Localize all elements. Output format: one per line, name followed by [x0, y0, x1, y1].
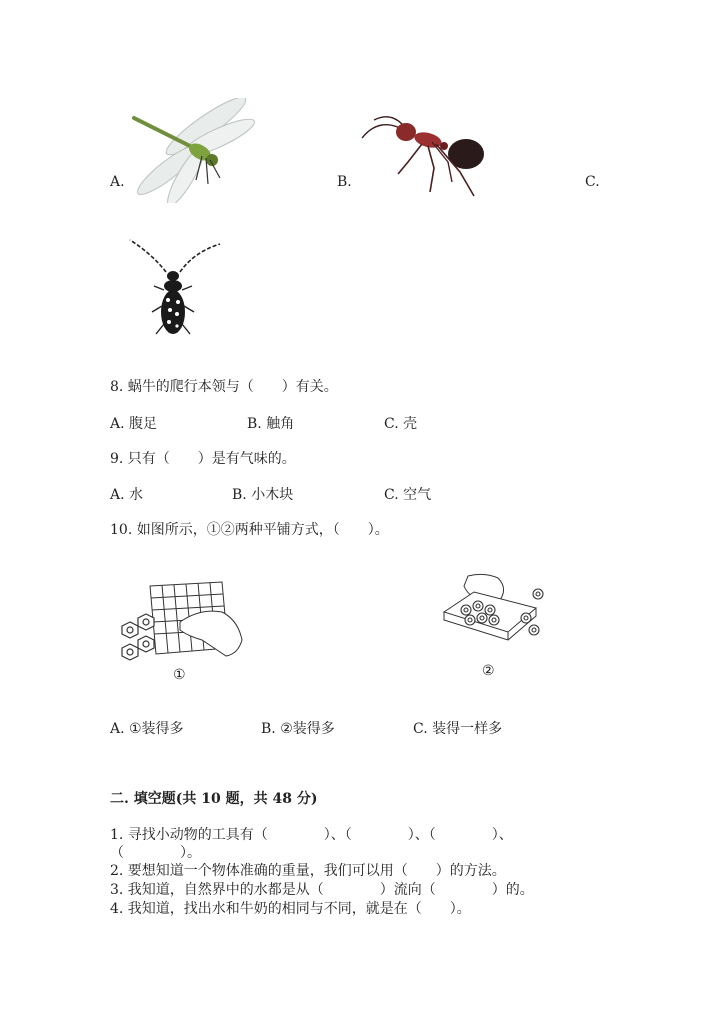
q9-option-c: C. 空气	[384, 487, 432, 503]
figure-2-label: ②	[482, 663, 495, 679]
section-2-title: 二. 填空题(共 10 题，共 48 分)	[110, 791, 318, 807]
q8-stem: 8. 蜗牛的爬行本领与（ ）有关。	[110, 379, 338, 395]
q10-option-a: A. ①装得多	[110, 721, 184, 737]
fill-item-1-cont: （ ）。	[110, 845, 201, 861]
beetle-image	[122, 236, 226, 340]
dragonfly-image	[128, 98, 258, 203]
fill-item-2: 2. 要想知道一个物体准确的重量，我们可以用（ ）的方法。	[110, 863, 506, 879]
fill-item-3: 3. 我知道，自然界中的水都是从（ ）流向（ ）的。	[110, 882, 534, 898]
q8-option-c: C. 壳	[384, 416, 418, 432]
fill-item-4: 4. 我知道，找出水和牛奶的相同与不同，就是在（ ）。	[110, 901, 471, 917]
q9-stem: 9. 只有（ ）是有气味的。	[110, 451, 296, 467]
ant-image	[356, 112, 496, 200]
q9-option-a: A. 水	[110, 487, 144, 503]
q7-option-b-label: B.	[337, 174, 352, 190]
figure-1-label: ①	[173, 667, 186, 683]
q10-option-c: C. 装得一样多	[413, 721, 503, 737]
q8-option-b: B. 触角	[247, 416, 295, 432]
fill-item-1: 1. 寻找小动物的工具有（ ）、（ ）、（ ）、	[110, 827, 513, 843]
q7-option-c-label: C.	[585, 174, 600, 190]
q7-option-a-label: A.	[110, 174, 125, 190]
q10-option-b: B. ②装得多	[261, 721, 335, 737]
q9-option-b: B. 小木块	[232, 487, 294, 503]
q8-option-a: A. 腹足	[110, 416, 158, 432]
q10-stem: 10. 如图所示，①②两种平铺方式，（ ）。	[110, 522, 389, 538]
tiling-figure-2	[438, 572, 550, 664]
